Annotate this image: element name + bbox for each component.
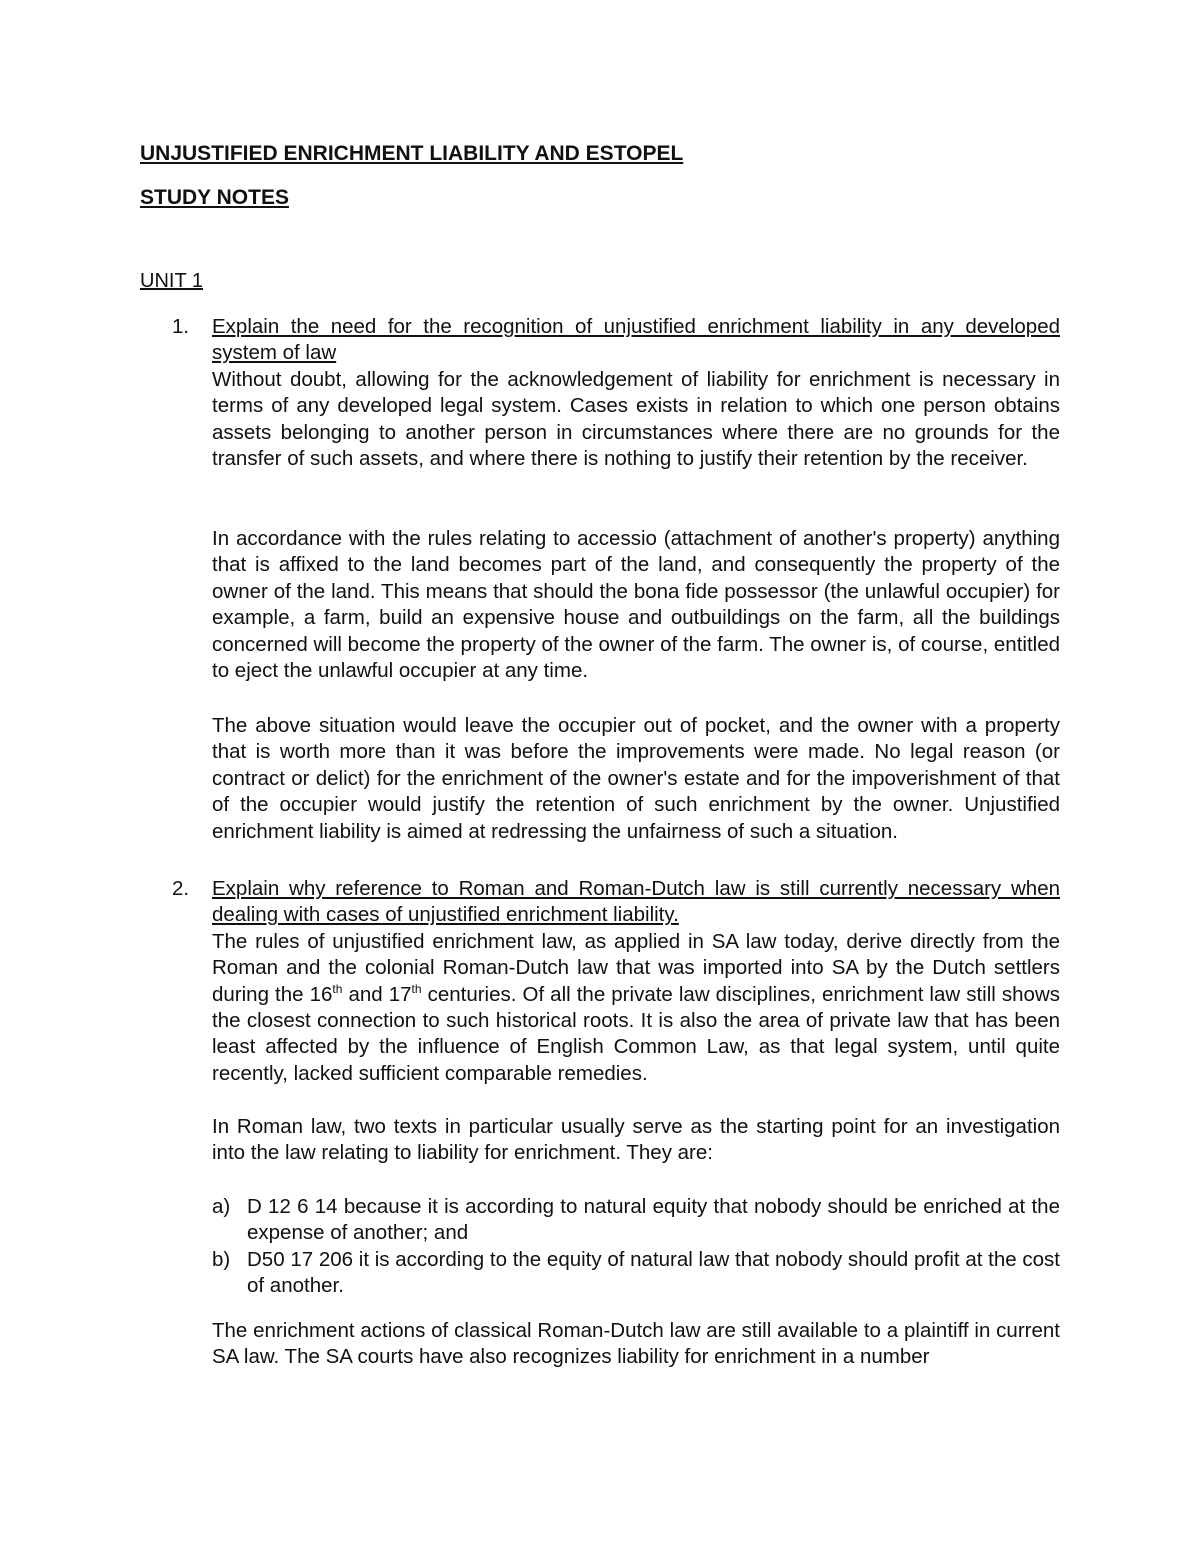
question-2-heading: Explain why reference to Roman and Roman-Dutch law is still currently necessary when dealing with cases of unjustified enrichment liability. — [212, 877, 1060, 927]
question-2-paragraph-2: In Roman law, two texts in particular usually serve as the starting point for an investigation into the law relating to liability for enrichment. They are: — [212, 1115, 1060, 1165]
document-subtitle: STUDY NOTES — [140, 186, 289, 209]
list-item — [212, 1194, 1060, 1247]
question-2-body-b: and 17 — [342, 982, 412, 1006]
question-2-body-a: The rules of unjustified enrichment law, as applied in SA law today, derive directly from the Roman and the colonial Roman-Dutch law that was imported into SA by the Dutch settlers during the 16 — [212, 929, 1060, 1006]
document-title: UNJUSTIFIED ENRICHMENT LIABILITY AND ESTOPEL — [140, 142, 684, 165]
question-1-paragraph-3: The above situation would leave the occupier out of pocket, and the owner with a property that is worth more than it was before the improvements were made. No legal reason (or contract or delict) for the enrichment of the owner's estate and for the impoverishment of that of the occupier would justify the retention of such enrichment by the owner. Unjustified enrichment liability is aimed at redressing the unfairness of such a situation. — [212, 714, 1060, 843]
question-2-number: 2. — [172, 877, 190, 900]
question-2-body-c: centuries. Of all the private law disciplines, enrichment law still shows the closest connection to such historical roots. It is also the area of private law that has been least affected by the influence of English Common Law, as that legal system, until quite recently, lacked sufficient comparable remedies. — [212, 982, 1061, 1085]
question-2-paragraph-3: The enrichment actions of classical Roman-Dutch law are still available to a plaintiff in current SA law. The SA courts have also recognizes liability for enrichment in a number — [212, 1319, 1060, 1369]
unit-heading: UNIT 1 — [140, 270, 203, 292]
list-item-marker: a) — [212, 1195, 231, 1218]
question-2 — [172, 876, 1061, 1087]
list-item-marker: b) — [212, 1248, 231, 1271]
question-1-paragraph-2: In accordance with the rules relating to accessio (attachment of another's property) anything that is affixed to the land becomes part of the land, and consequently the property of the owner of the land. This means that should the bona fide possessor (the unlawful occupier) for example, a farm, build an expensive house and outbuildings on the farm, all the buildings concerned will become the property of the owner of the farm. The owner is, of course, entitled to eject the unlawful occupier at any time. — [212, 527, 1060, 683]
list-item-text: D 12 6 14 because it is according to natural equity that nobody should be enriched at the expense of another; and — [247, 1195, 1060, 1245]
list-item — [212, 1247, 1060, 1300]
question-1-heading: Explain the need for the recognition of unjustified enrichment liability in any developed system of law — [212, 315, 1060, 365]
superscript-th: th — [411, 981, 422, 996]
question-1-number: 1. — [172, 315, 190, 338]
question-1-body: Without doubt, allowing for the acknowledgement of liability for enrichment is necessary in terms of any developed legal system. Cases exists in relation to which one person obtains assets belonging to another person in circumstances where there are no grounds for the transfer of such assets, and where there is nothing to justify their retention by the receiver. — [212, 367, 1060, 471]
question-1 — [172, 314, 1060, 472]
list-item-text: D50 17 206 it is according to the equity of natural law that nobody should profit at the cost of another. — [247, 1248, 1060, 1298]
superscript-th: th — [332, 981, 343, 996]
